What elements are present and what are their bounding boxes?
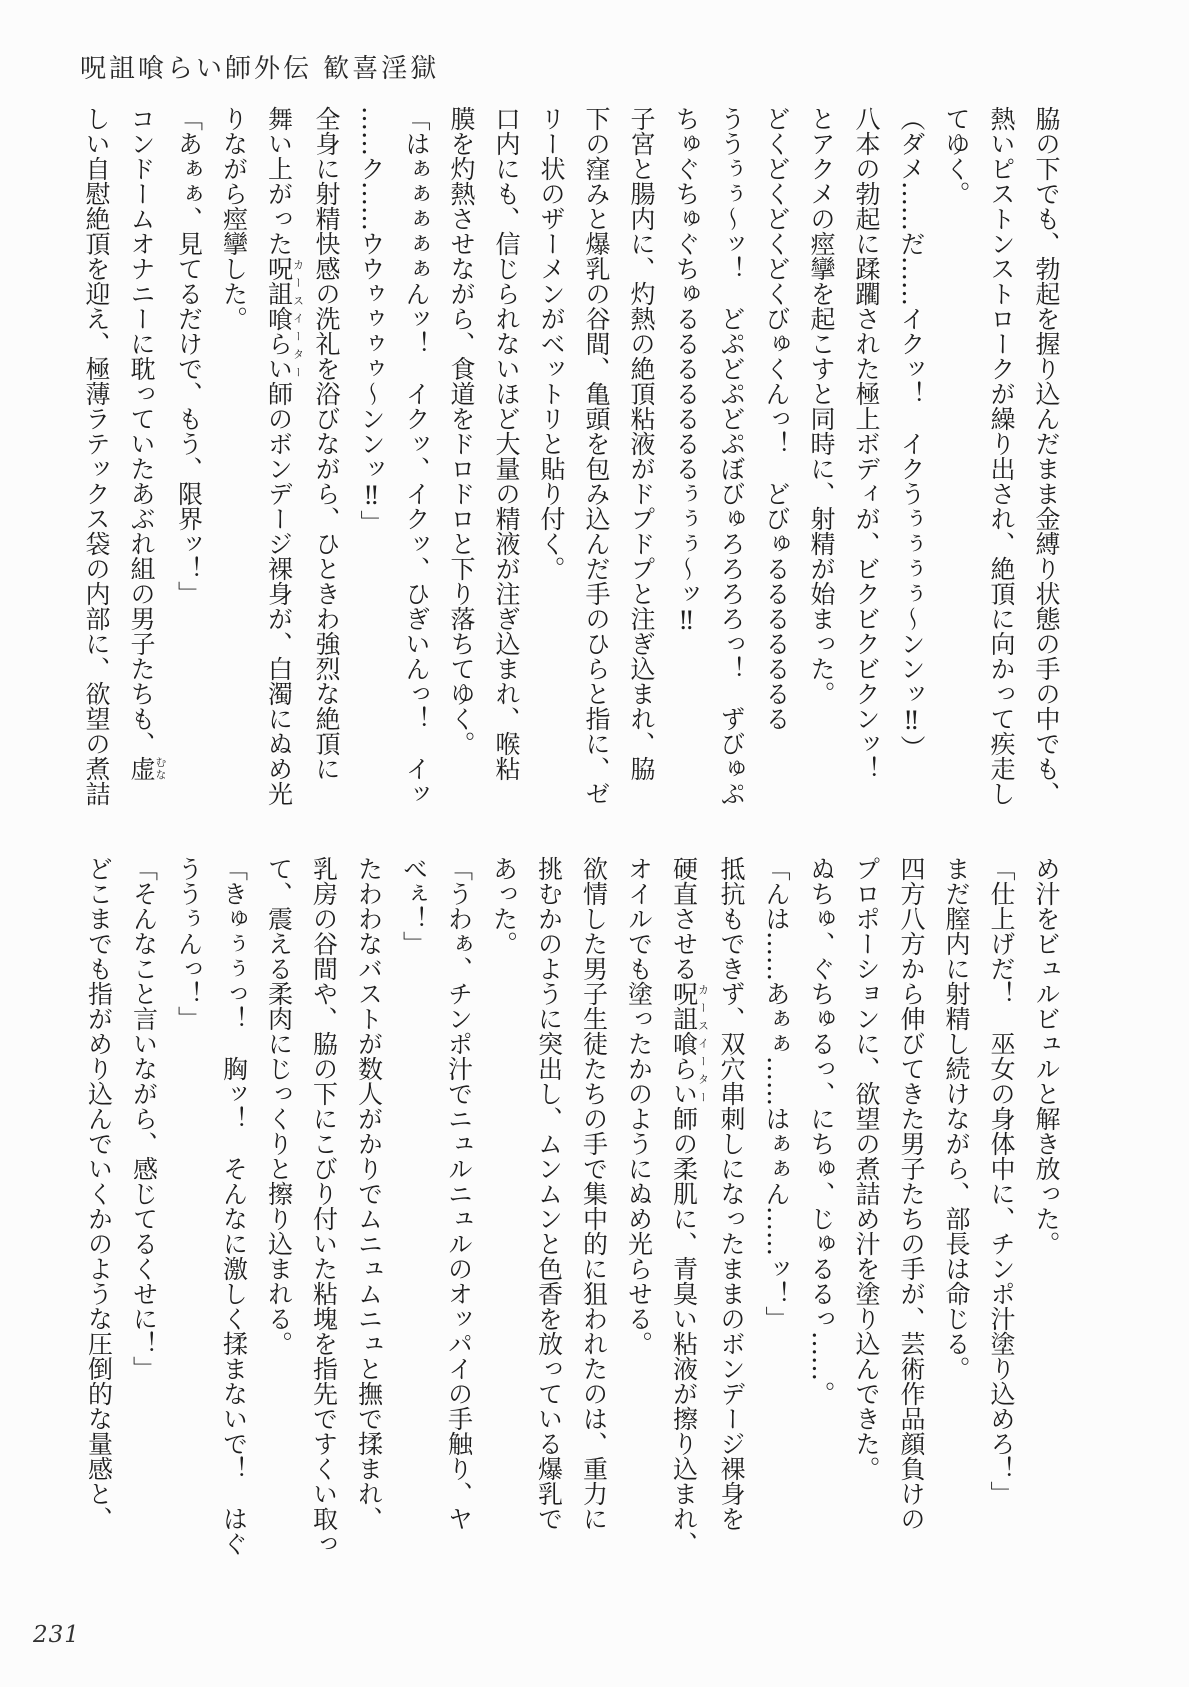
text-line: たわわなバストが数人がかりでムニュムニュと撫で揉まれ、 [354,856,384,1531]
page-number: 231 [33,1622,80,1648]
text-line: プロポーションに、欲望の煮詰め汁を塗り込んできた。 [852,856,881,1481]
text-line: 欲情した男子生徒たちの手で集中的に狙われたのは、重力に [579,856,609,1531]
text-line: 脇の下でも、勃起を握り込んだまま金縛り状態の手の中でも、 [1032,106,1061,806]
text-line: 「あぁぁ、見てるだけで、もう、限界ッ！」 [174,106,204,606]
text-line: 子宮と腸内に、灼熱の絶頂粘液がドプドプと注ぎ込まれ、脇 [627,106,656,781]
text-line: まだ膣内に射精し続けながら、部長は命じる。 [942,856,971,1381]
text-line: ちゅぐちゅぐちゅるるるるるるるぅぅぅ〜ッ‼ [672,106,701,635]
text-line: どこまでも指がめり込んでいくかのような圧倒的な量感と、 [84,856,114,1531]
ruby-annotated-text: 虚むな [127,756,167,781]
text-line: ううぅぅ〜ッ！ どぷどぷどぷぼびゅろろろろっ！ ずびゅぷ [717,106,746,806]
text-line: しい自慰絶頂を迎え、極薄ラテックス袋の内部に、欲望の煮詰 [82,106,111,806]
text-line: ぬちゅ、ぐちゅるっ、にちゅ、じゅるるっ……。 [807,856,836,1406]
ruby-reading: むな [154,756,167,781]
running-header: 呪詛喰らい師外伝 歓喜淫獄 [80,54,440,84]
text-line: ううぅんっ！」 [174,856,204,1031]
ruby-annotated-text: 呪詛喰らいカースイーター [264,256,305,381]
text-line: 下の窪みと爆乳の谷間、亀頭を包み込んだ手のひらと指に、ゼ [582,106,611,806]
text-line: オイルでも塗ったかのようにぬめ光らせる。 [624,856,654,1356]
text-line: どくどくどくどくびゅくんっ！ どびゅるるるるるるる [762,106,791,731]
text-line: 「仕上げだ！ 巫女の身体中に、チンポ汁塗り込めろ！」 [987,856,1016,1506]
bottom-text-block [79,856,1069,1570]
text-line: 硬直させる呪詛喰らいカースイーター師の柔肌に、青臭い粘液が擦り込まれ、 [669,856,710,1556]
text-line: 乳房の谷間や、脇の下にこびり付いた粘塊を指先ですくい取っ [309,856,339,1556]
ruby-annotated-text: 呪詛喰らいカースイーター [669,981,710,1106]
text-line: 抵抗もできず、双穴串刺しになったままのボンデージ裸身を [717,856,746,1531]
text-line: べぇ！」 [399,856,429,956]
text-line: あった。 [489,856,519,956]
text-line: リー状のザーメンがベットリと貼り付く。 [537,106,566,581]
text-line: て、震える柔肉にじっくりと擦り込まれる。 [264,856,294,1356]
text-line: 膜を灼熱させながら、食道をドロドロと下り落ちてゆく。 [447,106,476,756]
text-line: 口内にも、信じられないほど大量の精液が注ぎ込まれ、喉粘 [492,106,521,781]
text-line: 八本の勃起に蹂躙された極上ボディが、ビクビクビクンッ！ [852,106,881,781]
text-line: 「はぁぁぁぁぁんッ！ イクッ、イクッ、ひぎいんっ！ イッ [402,106,431,806]
text-line: 挑むかのように突出し、ムンムンと色香を放っている爆乳で [534,856,564,1531]
text-line: 熱いピストンストロークが繰り出され、絶頂に向かって疾走し [987,106,1016,806]
text-line: てゆく。 [942,106,971,206]
top-text-block [79,106,1069,822]
text-line: 「そんなこと言いながら、感じてるくせに！」 [129,856,159,1381]
text-line: 「きゅぅぅっ！ 胸ッ！ そんなに激しく揉まないで！ はぐ [219,856,249,1556]
text-line: （ダメ……だ……イクッ！ イクうぅぅぅぅ〜ンンッ‼） [897,106,926,760]
text-line: 四方八方から伸びてきた男子たちの手が、芸術作品顔負けの [897,856,926,1531]
text-line: とアクメの痙攣を起こすと同時に、射精が始まった。 [807,106,836,706]
text-line: め汁をビュルビュルと解き放った。 [1032,856,1061,1256]
text-line: 「うわぁ、チンポ汁でニュルニュルのオッパイの手触り、ヤ [444,856,474,1531]
text-line: コンドームオナニーに耽っていたあぶれ組の男子たちも、虚むな [127,106,167,781]
ruby-reading: カースイーター [696,981,710,1106]
ruby-reading: カースイーター [291,256,305,381]
text-line: 「んは……あぁぁ……はぁぁん……ッ！」 [762,856,791,1331]
text-line: 舞い上がった呪詛喰らいカースイーター師のボンデージ裸身が、白濁にぬめ光 [264,106,305,806]
text-line: 全身に射精快感の洗礼を浴びながら、ひときわ強烈な絶頂に [312,106,341,781]
text-line: りながら痙攣した。 [219,106,249,331]
text-line: ……ク……ウウゥゥゥゥ〜ンンッ‼」 [357,106,386,535]
